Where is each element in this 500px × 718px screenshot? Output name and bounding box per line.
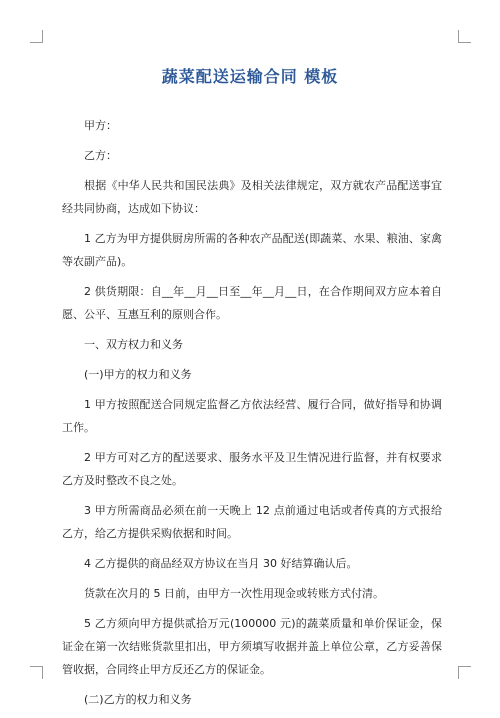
document-title: 蔬菜配送运输合同 模板 <box>161 67 339 86</box>
preamble-paragraph: 根据《中华人民共和国民法典》及相关法律规定，双方就农产品配送事宜经共同协商，达成如下协议： <box>62 179 442 215</box>
crop-mark-top-right <box>458 30 471 43</box>
clause-2: 2 供货期限：自__年__月__日至__年__月__日，在合作期间双方应本着自愿、公平、互惠互利的原则合作。 <box>62 285 442 321</box>
section-heading-rights: 一、双方权力和义务 <box>84 338 183 351</box>
crop-mark-bottom-left <box>30 666 43 679</box>
document-body <box>62 114 442 718</box>
crop-mark-top-left <box>30 30 43 43</box>
party-a-clause-4: 4 乙方提供的商品经双方协议在当月 30 好结算确认后。 <box>84 557 358 570</box>
party-a-clause-3: 3 甲方所需商品必须在前一天晚上 12 点前通过电话或者传真的方式报给乙方，给乙方提供采购依据和时间。 <box>62 504 442 540</box>
crop-mark-bottom-right <box>458 666 471 679</box>
party-a-clause-2: 2 甲方可对乙方的配送要求、服务水平及卫生情况进行监督，并有权要求乙方及时整改不良之处。 <box>62 451 442 487</box>
party-a-clause-1: 1 甲方按照配送合同规定监督乙方依法经营、履行合同，做好指导和协调工作。 <box>62 398 442 434</box>
party-a-clause-5: 5 乙方须向甲方提供贰拾万元(100000 元)的蔬菜质量和单价保证金，保证金在第一次结账货款里扣出，甲方须填写收据并盖上单位公章，乙方妥善保管收据，合同终止甲方反还乙方的保证金。 <box>62 617 442 676</box>
party-a-line: 甲方： <box>84 119 117 132</box>
subsection-heading-party-b: (二)乙方的权力和义务 <box>84 693 192 706</box>
party-b-line: 乙方： <box>84 149 117 162</box>
subsection-heading-party-a: (一)甲方的权力和义务 <box>84 368 192 381</box>
clause-1: 1 乙方为甲方提供厨房所需的各种农产品配送(即蔬菜、水果、粮油、家禽等农副产品)。 <box>62 232 442 268</box>
payment-paragraph: 货款在次月的 5 日前，由甲方一次性用现金或转账方式付清。 <box>84 587 384 600</box>
